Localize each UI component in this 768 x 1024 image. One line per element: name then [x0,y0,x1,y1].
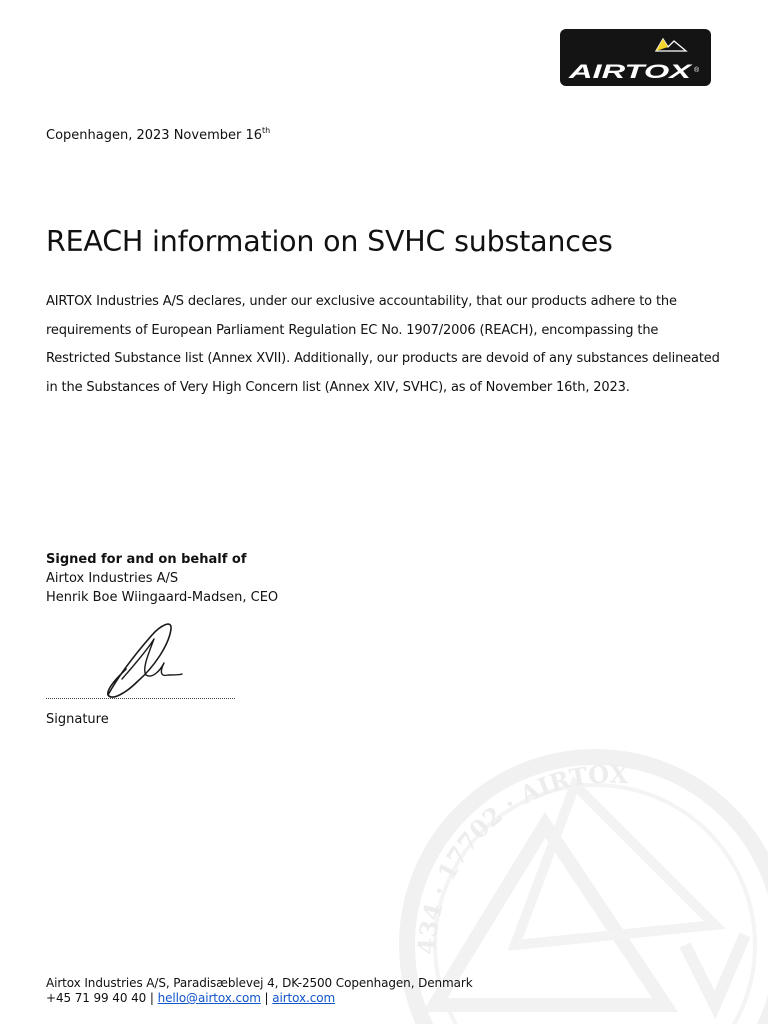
signed-heading: Signed for and on behalf of [46,552,247,567]
footer-email-link[interactable]: hello@airtox.com [157,991,261,1005]
date-line [46,128,270,144]
registered-mark: ® [694,67,700,74]
footer-address: Airtox Industries A/S, Paradisæblevej 4, DK-2500 Copenhagen, Denmark [46,976,473,990]
document-title: REACH information on SVHC substances [46,225,613,258]
signed-block [46,550,278,607]
signature-line [46,698,235,699]
date-text: Copenhagen, 2023 November 16 [46,128,262,143]
signed-company: Airtox Industries A/S [46,571,179,586]
company-logo [560,29,711,86]
airtox-logo-icon [560,29,711,86]
signed-person: Henrik Boe Wiingaard-Madsen, CEO [46,590,279,605]
watermark-text: 434 · 17702 · AIRTOX [411,759,630,956]
footer [46,976,473,1006]
declaration-paragraph: AIRTOX Industries A/S declares, under our exclusive accountability, that our products adhere to the requirements of European Parliament Regulation EC No. 1907/2006 (REACH), encompassing the Restricted Substance list (Annex XVII). Additionally, our products are devoid of any substances delineated in the Substances of Very High Concern list (Annex XIV, SVHC), as of November 16th, 2023. [46,294,720,395]
logo-wordmark: AIRTOX [567,62,694,83]
footer-phone: +45 71 99 40 40 [46,991,147,1005]
footer-separator: | [149,991,154,1005]
handwritten-signature [96,615,196,703]
signature-label: Signature [46,712,109,727]
footer-contact [46,991,473,1006]
date-suffix: th [262,126,271,135]
footer-separator: | [264,991,269,1005]
footer-website-link[interactable]: airtox.com [272,991,336,1005]
